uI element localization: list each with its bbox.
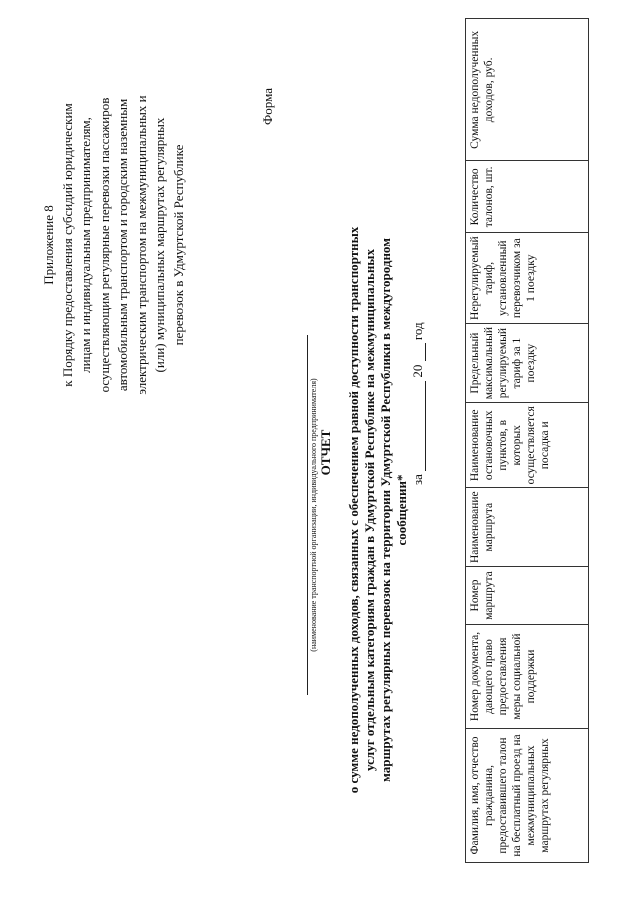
report-subject: о сумме недополученных доходов, связанных с обеспечением равной доступности транспортных услуг отдельным категориям граждан в Удмуртской Республике на межмуниципальных маршрутах регулярных перевозок на территории Удмуртской Республики в междугородном сообщении*: [346, 226, 409, 794]
column-header: Номер документа, дающего право предоставления меры социальной поддержки: [466, 625, 589, 729]
column-header: Наименование маршрута: [466, 488, 589, 567]
report-table: [465, 18, 589, 863]
column-header: Предельный максимальный регулируемый тариф за 1 поездку: [466, 323, 589, 402]
column-header: Нерегулируемый тариф, установленный перевозчиком за 1 поездку: [466, 233, 589, 324]
column-header: Наименование остановочных пунктов, в которых осуществляется посадка и: [466, 403, 589, 488]
report-period: [410, 322, 426, 485]
appendix-block: [40, 95, 188, 395]
period-suffix: год: [410, 322, 425, 341]
period-prefix: за: [410, 474, 425, 485]
organization-name-line: [307, 335, 308, 695]
appendix-text: к Порядку предоставления субсидий юридическим лицам и индивидуальным предпринимателям, осуществляющим регулярные перевозки пассажиров автомобильным транспортом и городским наземным электрическим транспортом на межмуниципальных и (или) муниципальных маршрутах регулярных перевозок в Удмуртской Республике: [59, 95, 186, 395]
period-year-blank: [425, 343, 426, 361]
column-header: Сумма недополученных доходов, руб.: [466, 19, 589, 161]
organization-caption: (наименование транспортной организации, индивидуального предпринимателя): [309, 378, 318, 652]
form-label: Форма: [260, 88, 275, 125]
column-header: Фамилия, имя, отчество гражданина, предоставившего талон на бесплатный проезд на межмуниципальных маршрутах регулярных: [466, 729, 589, 863]
table-header-row: [466, 19, 589, 863]
column-header: Количество талонов, шт.: [466, 161, 589, 233]
period-century: 20: [410, 364, 425, 378]
appendix-title: Приложение 8: [41, 205, 56, 285]
column-header: Номер маршрута: [466, 567, 589, 625]
period-blank: [425, 381, 426, 471]
report-title: ОТЧЕТ: [318, 429, 333, 476]
